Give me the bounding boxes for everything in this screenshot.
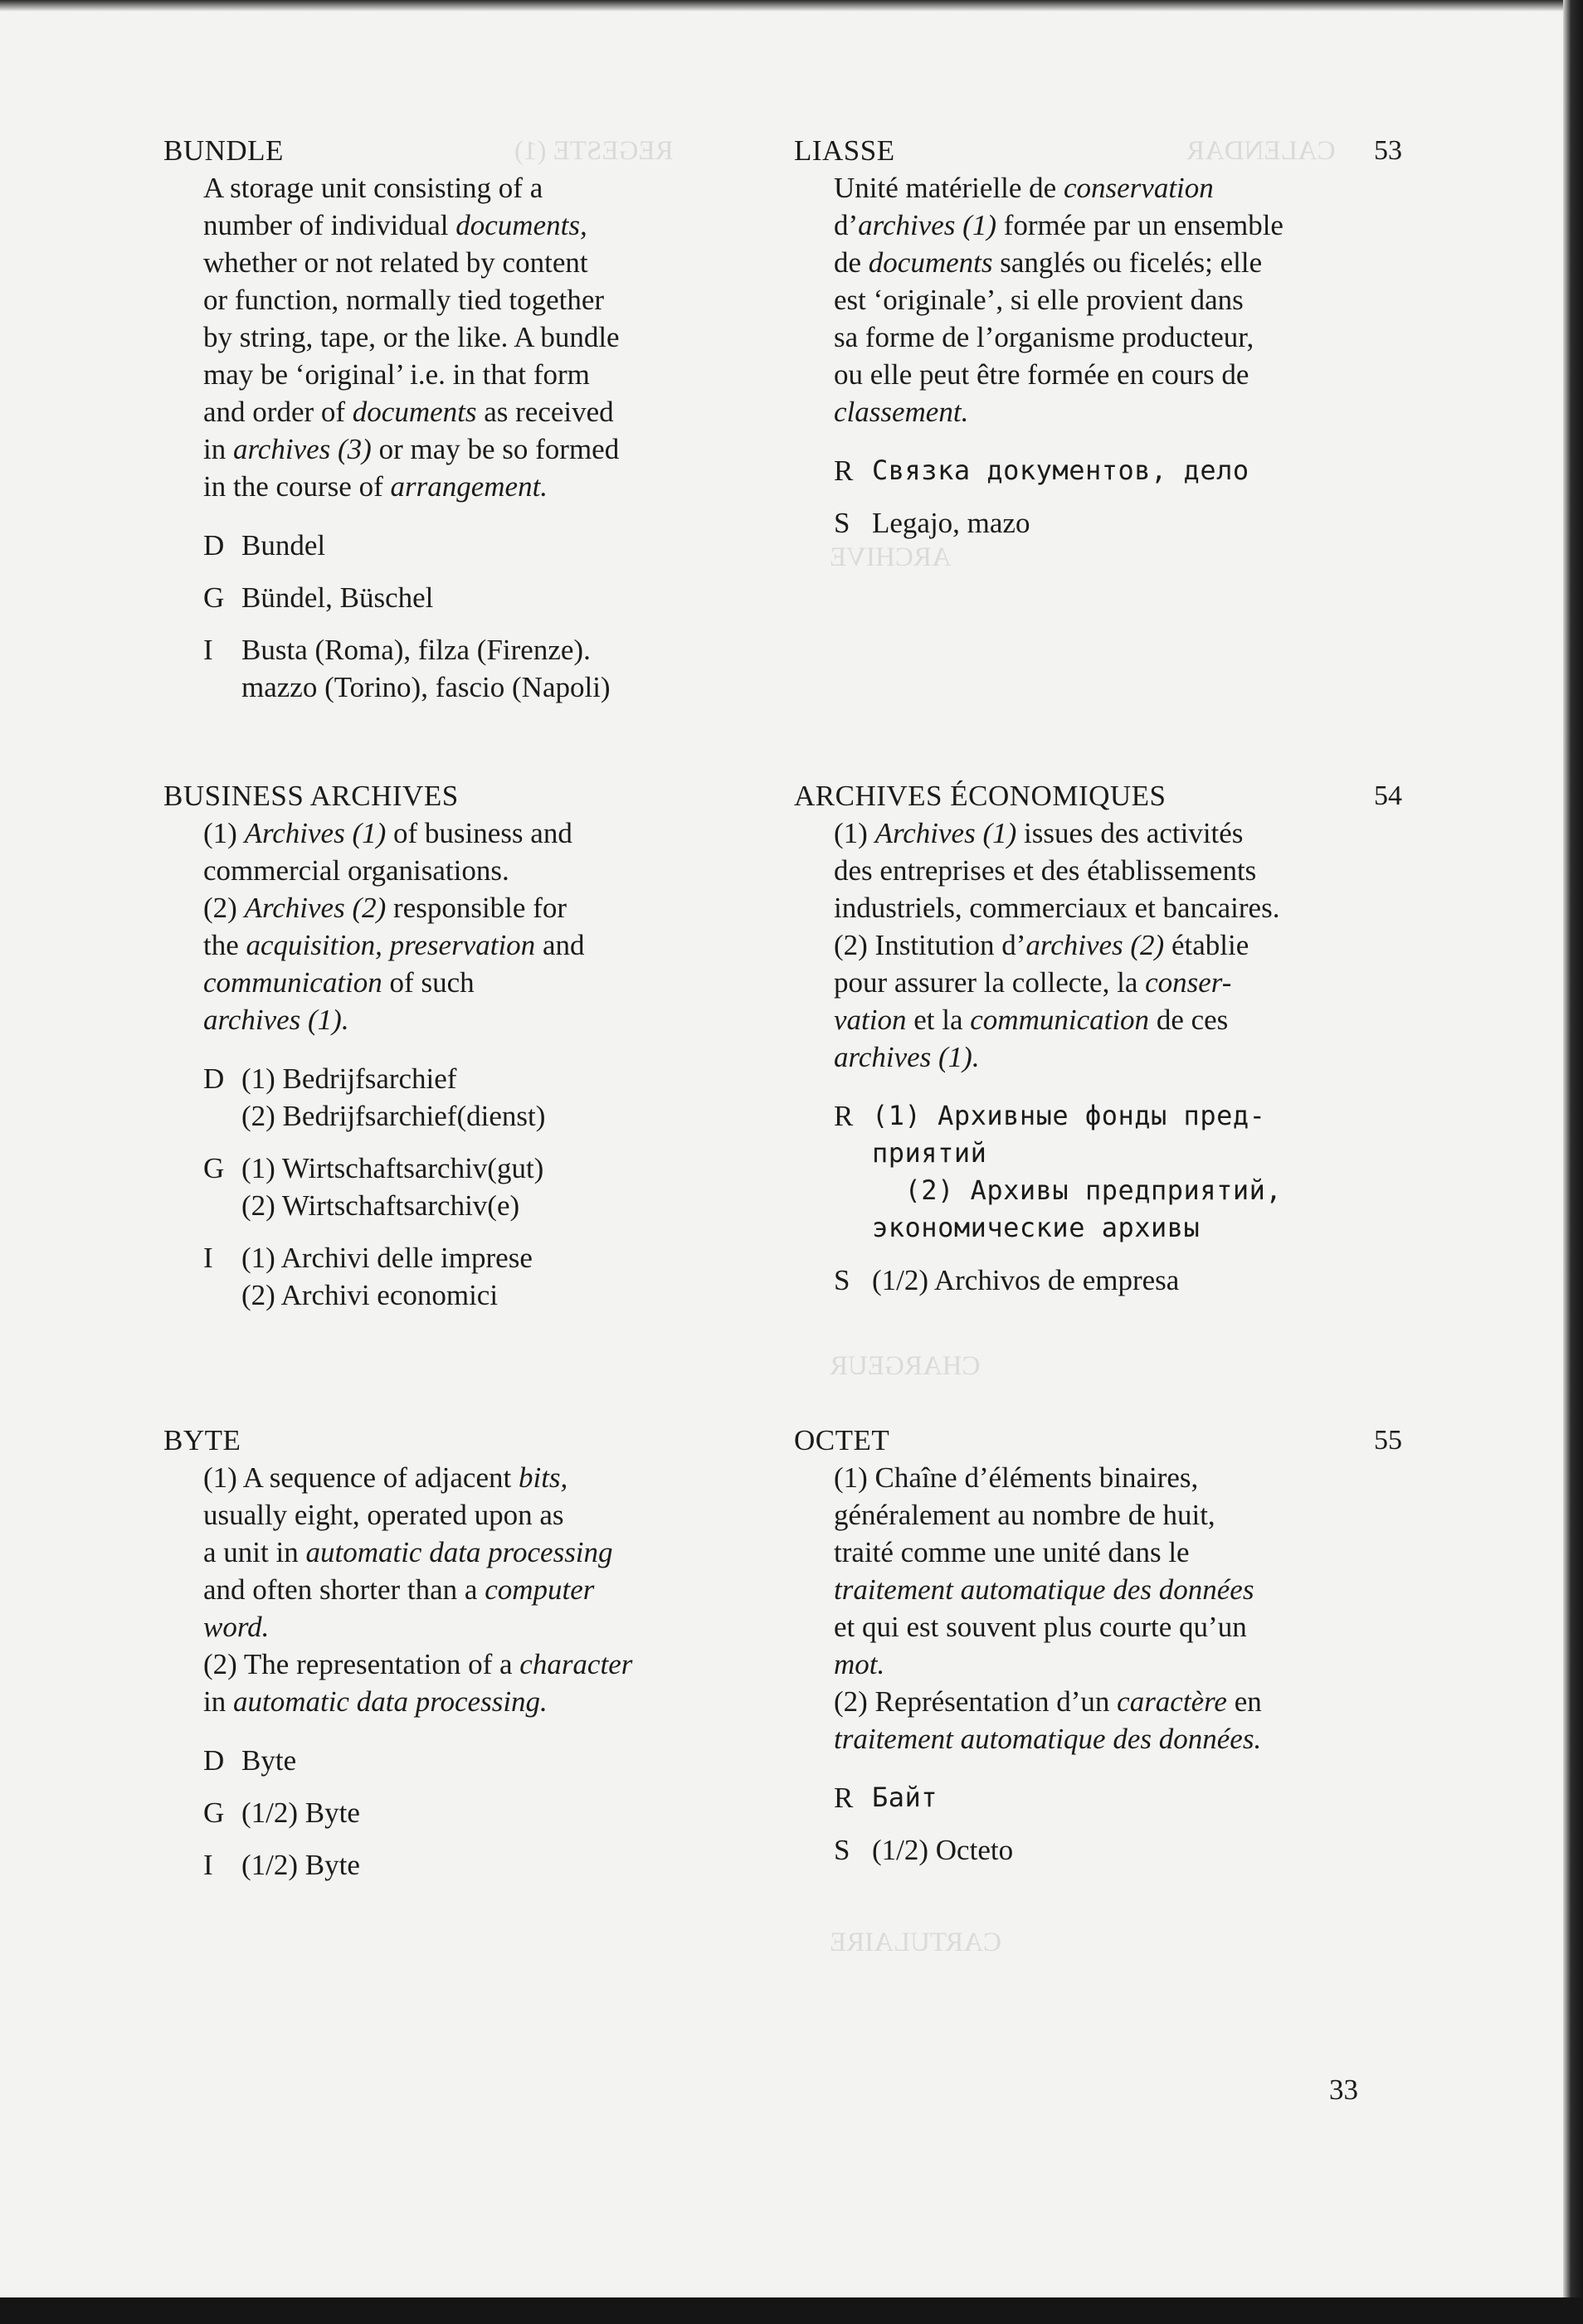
equivalent-term: (1/2) Byte bbox=[241, 1849, 360, 1881]
equivalent-terms bbox=[241, 1150, 761, 1224]
text-run: or may be so formed bbox=[371, 433, 620, 465]
equivalent-terms bbox=[241, 1239, 761, 1314]
definition-line bbox=[834, 1646, 1391, 1683]
text-run: (2) bbox=[203, 892, 245, 924]
equivalent-terms bbox=[872, 1779, 1391, 1816]
italic-term: Archives (1) bbox=[244, 817, 387, 849]
bottom-shadow bbox=[0, 2297, 1583, 2324]
equivalent-term: (1) Архивные фонды пред- bbox=[872, 1100, 1266, 1131]
entry-number: 53 bbox=[1374, 135, 1402, 166]
equivalent-terms bbox=[872, 504, 1391, 542]
entry-number: 55 bbox=[1374, 1425, 1402, 1456]
italic-term: Archives (2) bbox=[244, 892, 387, 924]
definition-line bbox=[203, 1608, 761, 1646]
italic-term: conservation bbox=[1063, 172, 1214, 204]
text-run: sanglés ou ficelés; elle bbox=[992, 246, 1263, 279]
italic-term: Archives (1) bbox=[874, 817, 1017, 849]
entry-term: BYTE bbox=[163, 1424, 241, 1456]
language-code: I bbox=[203, 1849, 213, 1881]
text-run: industriels, commerciaux et bancaires. bbox=[834, 892, 1280, 924]
equivalent-g bbox=[203, 1150, 761, 1224]
equivalent-terms bbox=[241, 1742, 761, 1779]
text-run: and often shorter than a bbox=[203, 1573, 485, 1606]
italic-term: documents bbox=[352, 396, 477, 428]
definition-line bbox=[203, 244, 761, 281]
italic-term: archives (1). bbox=[203, 1004, 349, 1036]
equivalent-d bbox=[203, 1060, 761, 1135]
text-run: (1) bbox=[203, 817, 245, 849]
definition-line bbox=[203, 1496, 761, 1534]
definition-line bbox=[834, 1683, 1391, 1720]
text-run: (1) A sequence of adjacent bbox=[203, 1461, 519, 1494]
entry-definition bbox=[834, 169, 1391, 430]
equivalent-r bbox=[834, 452, 1391, 489]
language-code: S bbox=[834, 1264, 850, 1296]
italic-term: documents, bbox=[455, 209, 587, 241]
definition-line bbox=[203, 926, 761, 964]
glossary-entry-bundle bbox=[163, 133, 761, 721]
definition-line bbox=[203, 169, 761, 207]
equivalent-term: (1) Bedrijfsarchief bbox=[241, 1062, 457, 1095]
text-run: généralement au nombre de huit, bbox=[834, 1499, 1215, 1531]
definition-line bbox=[834, 318, 1391, 356]
definition-line bbox=[203, 1683, 761, 1720]
text-run: et qui est souvent plus courte qu’un bbox=[834, 1611, 1247, 1643]
language-equivalents bbox=[203, 527, 761, 706]
bleed-through: CHARGEUR bbox=[830, 1351, 981, 1381]
text-run: (1) Chaîne d’éléments binaires, bbox=[834, 1461, 1199, 1494]
top-shadow bbox=[0, 0, 1563, 12]
text-run: of such bbox=[382, 966, 475, 999]
text-run: et la bbox=[906, 1004, 971, 1036]
text-run: as received bbox=[476, 396, 614, 428]
definition-line bbox=[203, 430, 761, 468]
definition-line bbox=[834, 1038, 1391, 1076]
language-code: D bbox=[203, 1062, 225, 1095]
equivalent-terms bbox=[241, 1794, 761, 1831]
text-run: in bbox=[203, 433, 233, 465]
entry-term: BUSINESS ARCHIVES bbox=[163, 780, 459, 812]
text-run: may be ‘original’ i.e. in that form bbox=[203, 358, 590, 391]
equivalent-d bbox=[203, 1742, 761, 1779]
equivalent-term: Bundel bbox=[241, 529, 326, 562]
glossary-entry-business-archives bbox=[163, 778, 761, 1329]
entry-definition bbox=[834, 1459, 1391, 1758]
entry-term: ARCHIVES ÉCONOMIQUES bbox=[794, 780, 1167, 812]
text-run: of business and bbox=[386, 817, 572, 849]
language-equivalents bbox=[834, 1097, 1391, 1299]
definition-line bbox=[203, 964, 761, 1001]
equivalent-term: Связка документов, дело bbox=[872, 455, 1249, 486]
text-run: est ‘originale’, si elle provient dans bbox=[834, 284, 1244, 316]
definition-line bbox=[834, 1608, 1391, 1646]
entry-term: LIASSE bbox=[794, 134, 895, 167]
language-code: S bbox=[834, 507, 850, 539]
equivalent-term: Байт bbox=[872, 1782, 938, 1813]
entry-term: BUNDLE bbox=[163, 134, 284, 167]
italic-term: communication bbox=[970, 1004, 1150, 1036]
italic-term: archives (1) bbox=[858, 209, 996, 241]
language-code: D bbox=[203, 529, 225, 562]
italic-term: traitement automatique des données bbox=[834, 1573, 1254, 1606]
definition-line bbox=[834, 393, 1391, 430]
definition-line bbox=[203, 852, 761, 889]
language-equivalents bbox=[834, 452, 1391, 542]
equivalent-i bbox=[203, 1846, 761, 1884]
definition-line bbox=[834, 207, 1391, 244]
entry-term: OCTET bbox=[794, 1424, 890, 1456]
text-run: établie bbox=[1164, 929, 1249, 961]
definition-line bbox=[834, 1534, 1391, 1571]
bleed-through: CARTULAIRE bbox=[830, 1928, 1002, 1957]
equivalent-term: Bündel, Büschel bbox=[241, 581, 434, 614]
definition-line bbox=[203, 889, 761, 926]
definition-line bbox=[834, 964, 1391, 1001]
entry-definition bbox=[834, 814, 1391, 1076]
language-code: G bbox=[203, 1152, 225, 1184]
equivalent-term: экономические архивы bbox=[872, 1212, 1201, 1243]
definition-line bbox=[203, 393, 761, 430]
definition-line bbox=[834, 1001, 1391, 1038]
equivalent-r bbox=[834, 1779, 1391, 1816]
equivalent-i bbox=[203, 631, 761, 706]
italic-term: classement. bbox=[834, 396, 969, 428]
equivalent-terms bbox=[241, 1846, 761, 1884]
glossary-entry-octet bbox=[794, 1422, 1402, 1884]
definition-line bbox=[834, 356, 1391, 393]
definition-line bbox=[203, 1534, 761, 1571]
equivalent-terms bbox=[241, 631, 761, 706]
definition-line bbox=[203, 318, 761, 356]
language-code: R bbox=[834, 1782, 854, 1814]
page-number: 33 bbox=[1329, 2074, 1358, 2106]
equivalent-terms bbox=[241, 527, 761, 564]
definition-line bbox=[834, 1571, 1391, 1608]
definition-line bbox=[203, 356, 761, 393]
equivalent-g bbox=[203, 579, 761, 616]
text-run: d’ bbox=[834, 209, 859, 241]
equivalent-s bbox=[834, 504, 1391, 542]
equivalent-term: Busta (Roma), filza (Firenze). bbox=[241, 634, 591, 666]
text-run: by string, tape, or the like. A bundle bbox=[203, 321, 620, 353]
language-code: G bbox=[203, 1796, 225, 1829]
italic-term: vation bbox=[834, 1004, 907, 1036]
equivalent-r bbox=[834, 1097, 1391, 1247]
definition-line bbox=[203, 1646, 761, 1683]
definition-line bbox=[203, 468, 761, 505]
definition-line bbox=[203, 1571, 761, 1608]
italic-term: bits, bbox=[518, 1461, 568, 1494]
equivalent-term: (1/2) Byte bbox=[241, 1796, 360, 1829]
text-run: and bbox=[535, 929, 585, 961]
bleed-through: REGESTE (1) bbox=[514, 136, 674, 166]
language-equivalents bbox=[834, 1779, 1391, 1869]
text-run: formée par un ensemble bbox=[996, 209, 1283, 241]
language-code: I bbox=[203, 634, 213, 666]
entry-number: 54 bbox=[1374, 780, 1402, 811]
text-run: in bbox=[203, 1685, 233, 1718]
italic-term: acquisition, preservation bbox=[246, 929, 536, 961]
definition-line bbox=[834, 244, 1391, 281]
equivalent-term: mazzo (Torino), fascio (Napoli) bbox=[241, 671, 611, 703]
text-run: the bbox=[203, 929, 246, 961]
definition-line bbox=[834, 814, 1391, 852]
equivalent-term: (1/2) Archivos de empresa bbox=[872, 1264, 1180, 1296]
text-run: in the course of bbox=[203, 470, 391, 503]
definition-line bbox=[834, 926, 1391, 964]
definition-line bbox=[203, 281, 761, 318]
entry-definition bbox=[203, 169, 761, 505]
italic-term: conser- bbox=[1145, 966, 1232, 999]
equivalent-d bbox=[203, 527, 761, 564]
text-run: ou elle peut être formée en cours de bbox=[834, 358, 1249, 391]
definition-line bbox=[834, 281, 1391, 318]
text-run: commercial organisations. bbox=[203, 854, 509, 887]
italic-term: arrangement. bbox=[390, 470, 548, 503]
italic-term: character bbox=[519, 1648, 633, 1680]
text-run: (2) Représentation d’un bbox=[834, 1685, 1118, 1718]
equivalent-terms bbox=[872, 452, 1391, 489]
language-equivalents bbox=[203, 1060, 761, 1314]
text-run: responsible for bbox=[386, 892, 567, 924]
definition-line bbox=[834, 1459, 1391, 1496]
equivalent-term: Byte bbox=[241, 1744, 297, 1777]
language-code: S bbox=[834, 1834, 850, 1866]
definition-line bbox=[834, 852, 1391, 889]
text-run: number of individual bbox=[203, 209, 456, 241]
text-run: Unité matérielle de bbox=[834, 172, 1064, 204]
language-code: G bbox=[203, 581, 225, 614]
equivalent-term: (1/2) Octeto bbox=[872, 1834, 1014, 1866]
italic-term: word. bbox=[203, 1611, 270, 1643]
definition-line bbox=[203, 814, 761, 852]
text-run: des entreprises et des établissements bbox=[834, 854, 1257, 887]
definition-line bbox=[203, 1001, 761, 1038]
equivalent-term: приятий bbox=[872, 1137, 987, 1169]
italic-term: automatic data processing. bbox=[232, 1685, 548, 1718]
equivalent-terms bbox=[872, 1262, 1391, 1299]
equivalent-terms bbox=[241, 579, 761, 616]
equivalent-s bbox=[834, 1262, 1391, 1299]
language-equivalents bbox=[203, 1742, 761, 1884]
text-run: pour assurer la collecte, la bbox=[834, 966, 1146, 999]
equivalent-term: (2) Archivi economici bbox=[241, 1279, 499, 1311]
italic-term: computer bbox=[485, 1573, 595, 1606]
language-code: R bbox=[834, 455, 854, 487]
text-run: usually eight, operated upon as bbox=[203, 1499, 564, 1531]
text-run: issues des activités bbox=[1016, 817, 1244, 849]
equivalent-terms bbox=[872, 1097, 1391, 1247]
definition-line bbox=[834, 169, 1391, 207]
entry-definition bbox=[203, 814, 761, 1038]
glossary-entry-liasse bbox=[794, 133, 1402, 557]
glossary-entry-byte bbox=[163, 1422, 761, 1899]
equivalent-term: (1) Wirtschaftsarchiv(gut) bbox=[241, 1152, 544, 1184]
italic-term: documents bbox=[868, 246, 993, 279]
language-code: I bbox=[203, 1242, 213, 1274]
equivalent-g bbox=[203, 1794, 761, 1831]
text-run: de bbox=[834, 246, 869, 279]
equivalent-term: (2) Архивы предприятий, bbox=[872, 1174, 1283, 1206]
text-run: traité comme une unité dans le bbox=[834, 1536, 1190, 1568]
equivalent-terms bbox=[241, 1060, 761, 1135]
italic-term: caractère bbox=[1117, 1685, 1227, 1718]
text-run: (2) The representation of a bbox=[203, 1648, 520, 1680]
definition-line bbox=[834, 889, 1391, 926]
equivalent-term: (1) Archivi delle imprese bbox=[241, 1242, 533, 1274]
page-edge bbox=[1563, 0, 1583, 2297]
equivalent-i bbox=[203, 1239, 761, 1314]
equivalent-terms bbox=[872, 1831, 1391, 1869]
text-run: sa forme de l’organisme producteur, bbox=[834, 321, 1254, 353]
text-run: (1) bbox=[834, 817, 875, 849]
italic-term: traitement automatique des données. bbox=[834, 1723, 1262, 1755]
definition-line bbox=[834, 1496, 1391, 1534]
text-run: whether or not related by content bbox=[203, 246, 588, 279]
definition-line bbox=[203, 1459, 761, 1496]
italic-term: archives (3) bbox=[232, 433, 372, 465]
bleed-through: ARCHIVE bbox=[830, 542, 952, 572]
language-code: R bbox=[834, 1100, 854, 1132]
text-run: de ces bbox=[1149, 1004, 1229, 1036]
text-run: en bbox=[1226, 1685, 1262, 1718]
italic-term: mot. bbox=[834, 1648, 885, 1680]
language-code: D bbox=[203, 1744, 225, 1777]
text-run: or function, normally tied together bbox=[203, 284, 605, 316]
entry-definition bbox=[203, 1459, 761, 1720]
equivalent-term: (2) Wirtschaftsarchiv(e) bbox=[241, 1189, 520, 1222]
italic-term: automatic data processing bbox=[305, 1536, 613, 1568]
bleed-through: CALENDAR bbox=[1186, 136, 1336, 166]
definition-line bbox=[834, 1720, 1391, 1758]
text-run: A storage unit consisting of a bbox=[203, 172, 543, 204]
text-run: a unit in bbox=[203, 1536, 306, 1568]
equivalent-term: (2) Bedrijfsarchief(dienst) bbox=[241, 1100, 546, 1132]
text-run: (2) Institution d’ bbox=[834, 929, 1026, 961]
text-run: and order of bbox=[203, 396, 353, 428]
glossary-entry-archives-economiques bbox=[794, 778, 1402, 1314]
equivalent-s bbox=[834, 1831, 1391, 1869]
italic-term: communication bbox=[203, 966, 382, 999]
italic-term: archives (1). bbox=[834, 1041, 980, 1073]
equivalent-term: Legajo, mazo bbox=[872, 507, 1030, 539]
italic-term: archives (2) bbox=[1025, 929, 1165, 961]
definition-line bbox=[203, 207, 761, 244]
